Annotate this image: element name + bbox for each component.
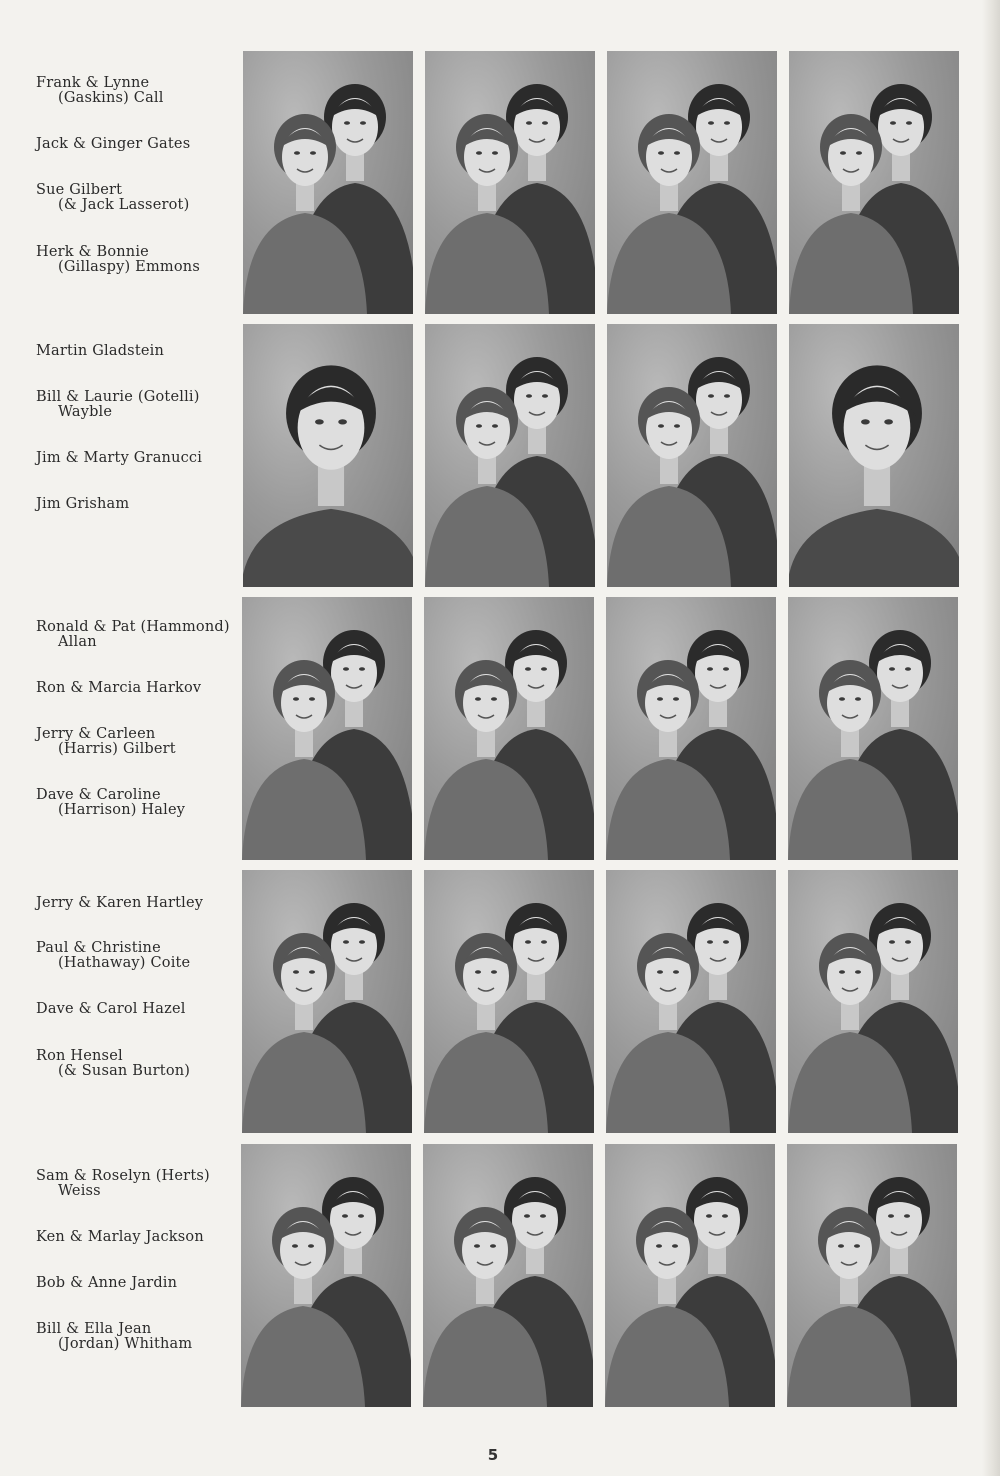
portrait-image [788, 870, 958, 1133]
portrait-photo [242, 597, 412, 860]
portrait-image [425, 324, 595, 587]
portrait-photo [607, 51, 777, 314]
name-entry: Jim & Marty Granucci [36, 450, 203, 466]
portrait-photo [787, 1144, 957, 1407]
name-entry: Ken & Marlay Jackson [36, 1229, 204, 1245]
portrait-photo [788, 597, 958, 860]
name-entry: Ronald & Pat (Hammond) Allan [36, 619, 230, 650]
name-entry: Jerry & Carleen (Harris) Gilbert [36, 726, 176, 757]
portrait-photo [607, 324, 777, 587]
directory-row-4 [0, 870, 1000, 1134]
portrait-image [787, 1144, 957, 1407]
portrait-image [242, 597, 412, 860]
name-entry: Bill & Laurie (Gotelli) Wayble [36, 389, 200, 420]
portrait-image [607, 324, 777, 587]
portrait-photo [789, 324, 959, 587]
portrait-photo [425, 324, 595, 587]
name-entry: Sue Gilbert (& Jack Lasserot) [36, 182, 190, 213]
portrait-image [243, 51, 413, 314]
directory-row-1 [0, 51, 1000, 315]
man-figure [789, 365, 959, 587]
portrait-photo [243, 324, 413, 587]
name-entry: Martin Gladstein [36, 343, 165, 359]
portrait-image [789, 51, 959, 314]
man-figure [243, 365, 413, 587]
portrait-image [424, 870, 594, 1133]
portrait-image [788, 597, 958, 860]
portrait-image [243, 324, 413, 587]
name-entry: Dave & Caroline (Harrison) Haley [36, 787, 186, 818]
portrait-image [425, 51, 595, 314]
portrait-photo [242, 870, 412, 1133]
name-entry: Ron & Marcia Harkov [36, 680, 202, 696]
directory-row-5 [0, 1144, 1000, 1408]
portrait-photo [605, 1144, 775, 1407]
portrait-photo [606, 597, 776, 860]
portrait-photo [243, 51, 413, 314]
name-entry: Sam & Roselyn (Herts) Weiss [36, 1168, 210, 1199]
portrait-photo [606, 870, 776, 1133]
name-entry: Jerry & Karen Hartley [36, 895, 204, 911]
name-entry: Frank & Lynne (Gaskins) Call [36, 75, 164, 106]
portrait-photo [424, 597, 594, 860]
page-number: 5 [487, 1446, 499, 1464]
portrait-photo [789, 51, 959, 314]
portrait-image [424, 597, 594, 860]
name-entry: Bill & Ella Jean (Jordan) Whitham [36, 1321, 193, 1352]
name-entry: Jim Grisham [36, 496, 130, 512]
name-entry: Ron Hensel (& Susan Burton) [36, 1048, 191, 1079]
name-entry: Bob & Anne Jardin [36, 1275, 178, 1291]
name-entry: Dave & Carol Hazel [36, 1001, 186, 1017]
name-entry: Paul & Christine (Hathaway) Coite [36, 940, 191, 971]
portrait-image [605, 1144, 775, 1407]
portrait-image [606, 597, 776, 860]
portrait-photo [788, 870, 958, 1133]
portrait-image [606, 870, 776, 1133]
directory-row-3 [0, 597, 1000, 861]
name-entry: Herk & Bonnie (Gillaspy) Emmons [36, 244, 200, 275]
directory-row-2 [0, 324, 1000, 588]
portrait-photo [424, 870, 594, 1133]
portrait-photo [241, 1144, 411, 1407]
portrait-image [242, 870, 412, 1133]
portrait-image [607, 51, 777, 314]
portrait-image [789, 324, 959, 587]
portrait-photo [423, 1144, 593, 1407]
name-entry: Jack & Ginger Gates [36, 136, 191, 152]
portrait-photo [425, 51, 595, 314]
portrait-image [241, 1144, 411, 1407]
portrait-image [423, 1144, 593, 1407]
